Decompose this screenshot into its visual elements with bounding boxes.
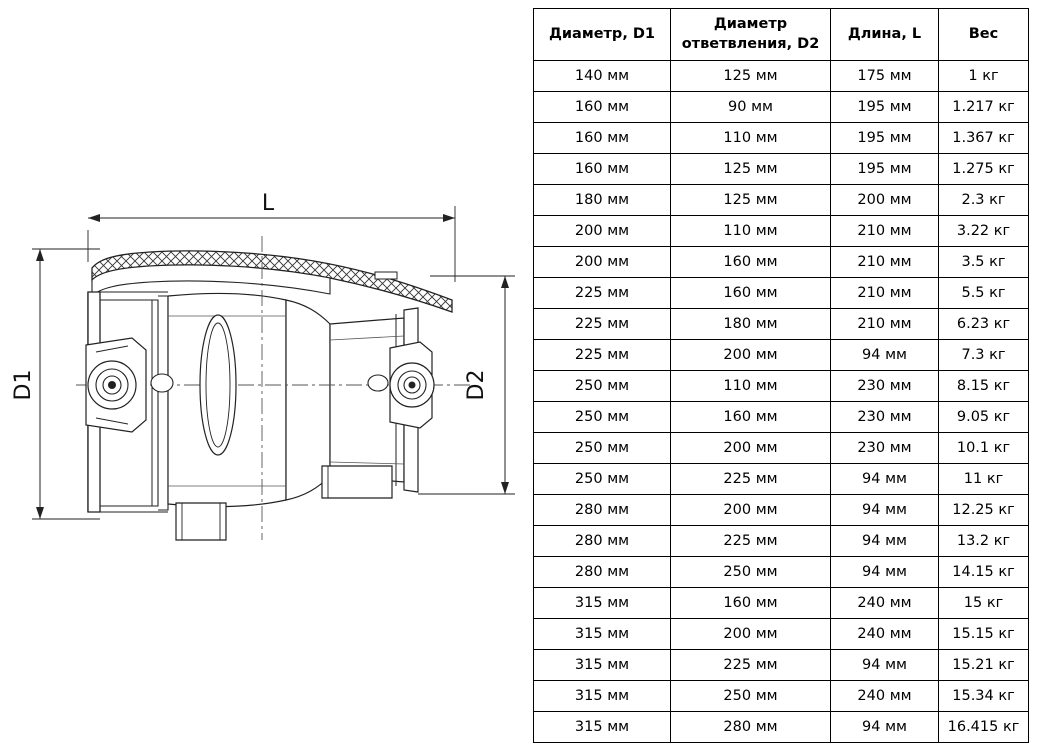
label-d1: D1 (11, 369, 36, 401)
cell-length: 195 мм (831, 123, 939, 154)
cell-d1: 225 мм (534, 340, 671, 371)
table-row (534, 61, 1029, 92)
cell-d1: 250 мм (534, 402, 671, 433)
table-row (534, 371, 1029, 402)
column-header-d2-line1: Диаметр (713, 16, 788, 32)
column-header-weight: Вес (939, 9, 1029, 61)
cell-length: 210 мм (831, 216, 939, 247)
table-row (534, 154, 1029, 185)
table-row (534, 402, 1029, 433)
table-row (534, 650, 1029, 681)
cell-d2: 280 мм (671, 712, 831, 743)
cell-d2: 200 мм (671, 340, 831, 371)
cell-weight: 3.22 кг (939, 216, 1029, 247)
central-oval (200, 315, 236, 455)
cell-d2: 200 мм (671, 433, 831, 464)
cell-d1: 160 мм (534, 154, 671, 185)
table-row (534, 681, 1029, 712)
cell-d1: 140 мм (534, 61, 671, 92)
cell-weight: 15.34 кг (939, 681, 1029, 712)
column-header-length: Длина, L (831, 9, 939, 61)
cell-weight: 15.15 кг (939, 619, 1029, 650)
spec-table (533, 8, 1029, 743)
cell-weight: 5.5 кг (939, 278, 1029, 309)
table-row (534, 712, 1029, 743)
cell-weight: 2.3 кг (939, 185, 1029, 216)
column-header-d1: Диаметр, D1 (534, 9, 671, 61)
table-body (534, 61, 1029, 743)
cell-d2: 225 мм (671, 464, 831, 495)
cell-d2: 200 мм (671, 619, 831, 650)
cell-length: 240 мм (831, 588, 939, 619)
cell-length: 195 мм (831, 154, 939, 185)
cell-weight: 16.415 кг (939, 712, 1029, 743)
column-header-d2 (671, 9, 831, 61)
table-row (534, 185, 1029, 216)
left-clamp-assembly (86, 338, 173, 432)
cell-length: 94 мм (831, 526, 939, 557)
cell-d1: 315 мм (534, 588, 671, 619)
cell-weight: 6.23 кг (939, 309, 1029, 340)
cell-length: 210 мм (831, 309, 939, 340)
cell-weight: 12.25 кг (939, 495, 1029, 526)
cell-length: 175 мм (831, 61, 939, 92)
cell-d2: 90 мм (671, 92, 831, 123)
cell-length: 210 мм (831, 247, 939, 278)
cell-weight: 14.15 кг (939, 557, 1029, 588)
cell-d1: 280 мм (534, 526, 671, 557)
table-row (534, 247, 1029, 278)
cell-d2: 160 мм (671, 278, 831, 309)
cell-weight: 13.2 кг (939, 526, 1029, 557)
table-header (534, 9, 1029, 61)
table-row (534, 495, 1029, 526)
cell-length: 94 мм (831, 464, 939, 495)
cell-d1: 315 мм (534, 619, 671, 650)
cell-length: 94 мм (831, 340, 939, 371)
cell-length: 94 мм (831, 650, 939, 681)
cell-weight: 7.3 кг (939, 340, 1029, 371)
cell-weight: 15 кг (939, 588, 1029, 619)
cell-d1: 200 мм (534, 216, 671, 247)
cell-d1: 315 мм (534, 712, 671, 743)
cell-length: 195 мм (831, 92, 939, 123)
table-row (534, 340, 1029, 371)
cell-weight: 11 кг (939, 464, 1029, 495)
cell-d2: 225 мм (671, 650, 831, 681)
table-row (534, 464, 1029, 495)
cell-d1: 250 мм (534, 464, 671, 495)
table-row (534, 92, 1029, 123)
cell-d2: 160 мм (671, 247, 831, 278)
cell-d2: 110 мм (671, 216, 831, 247)
cell-length: 94 мм (831, 712, 939, 743)
cell-length: 94 мм (831, 557, 939, 588)
column-header-d2-line2: ответвления, D2 (681, 35, 820, 52)
cell-d2: 125 мм (671, 154, 831, 185)
cell-d1: 200 мм (534, 247, 671, 278)
cell-d1: 225 мм (534, 278, 671, 309)
cell-d1: 280 мм (534, 495, 671, 526)
cell-weight: 15.21 кг (939, 650, 1029, 681)
table-row (534, 526, 1029, 557)
cell-d1: 280 мм (534, 557, 671, 588)
cell-d2: 160 мм (671, 588, 831, 619)
cell-d1: 160 мм (534, 92, 671, 123)
cell-length: 240 мм (831, 681, 939, 712)
cell-d1: 250 мм (534, 371, 671, 402)
cell-length: 210 мм (831, 278, 939, 309)
cell-weight: 9.05 кг (939, 402, 1029, 433)
cell-weight: 1.367 кг (939, 123, 1029, 154)
cell-d2: 250 мм (671, 557, 831, 588)
cell-d2: 110 мм (671, 371, 831, 402)
cell-d2: 110 мм (671, 123, 831, 154)
cell-d2: 125 мм (671, 185, 831, 216)
cell-d1: 225 мм (534, 309, 671, 340)
cell-d2: 250 мм (671, 681, 831, 712)
cell-d2: 200 мм (671, 495, 831, 526)
cell-length: 230 мм (831, 433, 939, 464)
cell-d1: 315 мм (534, 681, 671, 712)
table-header-row (534, 9, 1029, 61)
cell-weight: 1.275 кг (939, 154, 1029, 185)
label-d2: D2 (464, 369, 489, 401)
cell-length: 94 мм (831, 495, 939, 526)
cell-length: 230 мм (831, 371, 939, 402)
table-row (534, 433, 1029, 464)
cell-d2: 160 мм (671, 402, 831, 433)
table-row (534, 123, 1029, 154)
cell-weight: 1.217 кг (939, 92, 1029, 123)
table-row (534, 216, 1029, 247)
cell-d1: 160 мм (534, 123, 671, 154)
table-row (534, 557, 1029, 588)
table-row (534, 309, 1029, 340)
cell-d2: 125 мм (671, 61, 831, 92)
label-length: L (261, 191, 275, 216)
cell-length: 240 мм (831, 619, 939, 650)
cell-weight: 10.1 кг (939, 433, 1029, 464)
spec-table-container (533, 8, 1031, 743)
cell-weight: 3.5 кг (939, 247, 1029, 278)
table-row (534, 588, 1029, 619)
cell-d2: 180 мм (671, 309, 831, 340)
cell-length: 200 мм (831, 185, 939, 216)
table-row (534, 278, 1029, 309)
cell-d1: 180 мм (534, 185, 671, 216)
table-row (534, 619, 1029, 650)
cell-weight: 8.15 кг (939, 371, 1029, 402)
cell-d1: 315 мм (534, 650, 671, 681)
cell-weight: 1 кг (939, 61, 1029, 92)
cell-length: 230 мм (831, 402, 939, 433)
cell-d2: 225 мм (671, 526, 831, 557)
cell-d1: 250 мм (534, 433, 671, 464)
